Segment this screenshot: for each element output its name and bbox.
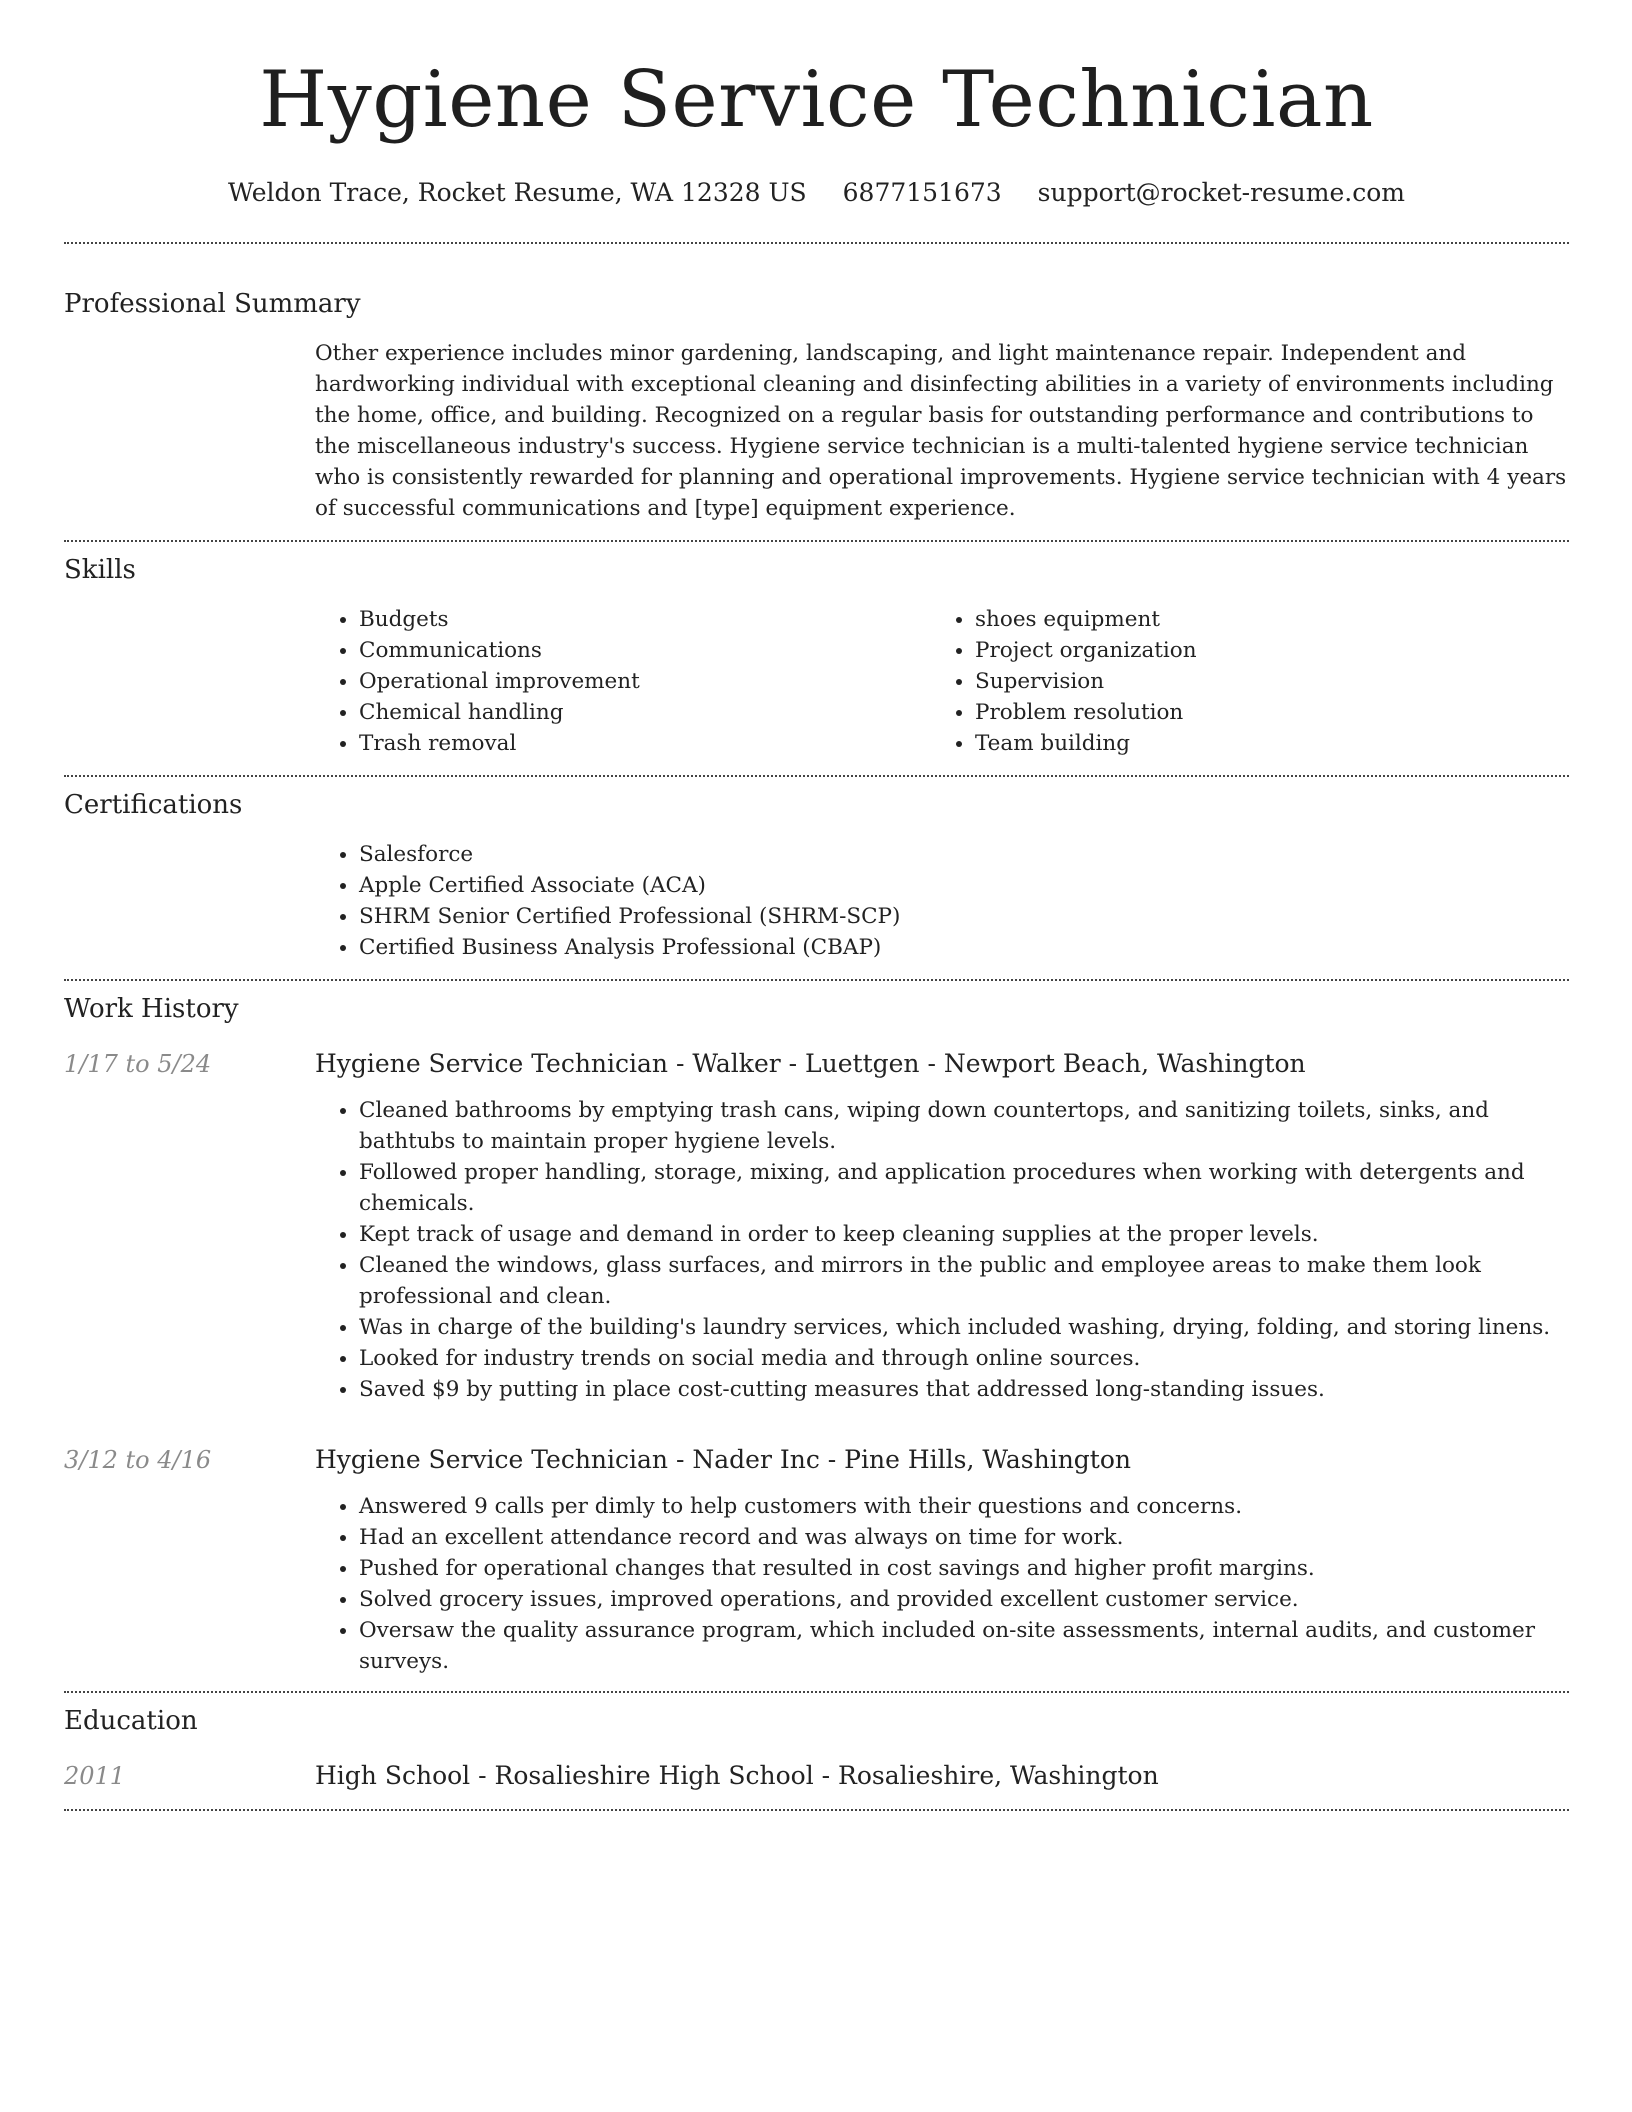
skill-item: • Problem resolution	[975, 697, 1547, 728]
certifications-content	[315, 839, 1569, 963]
job-title: Hygiene Service Technician - Walker - Luettgen - Newport Beach, Washington	[315, 1049, 1306, 1078]
skill-item: • Communications	[359, 635, 931, 666]
education-entry	[64, 1759, 1569, 1793]
job-header	[64, 1443, 1569, 1477]
job-entry	[64, 1443, 1569, 1677]
education-section	[64, 1693, 1569, 1793]
skills-grid	[315, 604, 1569, 759]
certifications-section	[64, 777, 1569, 963]
skill-item: • Project organization	[975, 635, 1547, 666]
skill-item: • Operational improvement	[359, 666, 931, 697]
job-entry	[64, 1047, 1569, 1405]
job-bullet: • Followed proper handling, storage, mixing, and application procedures when working with detergents and chemicals.	[359, 1157, 1569, 1219]
skill-item: • shoes equipment	[975, 604, 1547, 635]
certifications-heading: Certifications	[64, 790, 243, 820]
job-bullet: • Had an excellent attendance record and was always on time for work.	[359, 1522, 1569, 1553]
job-dates: 3/12 to 4/16	[64, 1446, 212, 1474]
job-bullet: • Saved $9 by putting in place cost-cutting measures that addressed long-standing issues.	[359, 1374, 1569, 1405]
job-dates: 1/17 to 5/24	[64, 1050, 212, 1078]
summary-heading: Professional Summary	[64, 289, 361, 319]
certification-item: • SHRM Senior Certified Professional (SHRM-SCP)	[359, 901, 1569, 932]
resume-header	[64, 0, 1569, 210]
job-bullet: • Cleaned the windows, glass surfaces, and mirrors in the public and employee areas to make them look professional and clean.	[359, 1250, 1569, 1312]
job-header	[64, 1047, 1569, 1081]
work-history-section	[64, 981, 1569, 1677]
skills-list-right	[931, 604, 1547, 759]
job-bullet: • Cleaned bathrooms by emptying trash cans, wiping down countertops, and sanitizing toilets, sinks, and bathtubs to maintain proper hygiene levels.	[359, 1095, 1569, 1157]
education-heading: Education	[64, 1706, 198, 1736]
contact-phone: 6877151673	[842, 178, 1002, 207]
work-history-heading: Work History	[64, 994, 239, 1024]
skill-item: • Supervision	[975, 666, 1547, 697]
summary-text: Other experience includes minor gardening, landscaping, and light maintenance repair. Independent and hardworking individual with exceptional cleaning and disinfecting abilities in a variety of environments including the home, office, and building. Recognized on a regular basis for outstanding performance and contributions to the miscellaneous industry's success. Hygiene service technician is a multi-talented hygiene service technician who is consistently rewarded for planning and operational improvements. Hygiene service technician with 4 years of successful communications and [type] equipment experience.	[315, 341, 1567, 521]
skill-item: • Budgets	[359, 604, 931, 635]
summary-section	[64, 244, 1569, 524]
skill-item: • Chemical handling	[359, 697, 931, 728]
skill-item: • Team building	[975, 728, 1547, 759]
section-divider	[64, 1809, 1569, 1811]
summary-content	[315, 338, 1569, 524]
skills-section	[64, 542, 1569, 759]
skills-heading: Skills	[64, 555, 136, 585]
job-bullet: • Solved grocery issues, improved operations, and provided excellent customer service.	[359, 1584, 1569, 1615]
education-dates: 2011	[64, 1762, 126, 1790]
skill-item: • Trash removal	[359, 728, 931, 759]
job-bullet: • Kept track of usage and demand in order to keep cleaning supplies at the proper levels.	[359, 1219, 1569, 1250]
job-bullets	[315, 1491, 1569, 1677]
contact-address: Weldon Trace, Rocket Resume, WA 12328 US	[228, 178, 807, 207]
job-title: Hygiene Service Technician - Nader Inc - Pine Hills, Washington	[315, 1445, 1131, 1474]
contact-line	[64, 176, 1569, 210]
certification-item: • Apple Certified Associate (ACA)	[359, 870, 1569, 901]
candidate-name: Hygiene Service Technician	[259, 55, 1374, 145]
job-bullet: • Looked for industry trends on social media and through online sources.	[359, 1343, 1569, 1374]
certification-item: • Salesforce	[359, 839, 1569, 870]
job-bullet: • Was in charge of the building's laundry services, which included washing, drying, folding, and storing linens.	[359, 1312, 1569, 1343]
certifications-list	[315, 839, 1569, 963]
skills-list-left	[315, 604, 931, 759]
resume-page	[64, 0, 1569, 1811]
job-bullet-list	[315, 1491, 1569, 1677]
education-title: High School - Rosalieshire High School - Rosalieshire, Washington	[315, 1761, 1159, 1790]
contact-email: support@rocket-resume.com	[1037, 178, 1405, 207]
job-bullet-list	[315, 1095, 1569, 1405]
certification-item: • Certified Business Analysis Professional (CBAP)	[359, 932, 1569, 963]
job-bullet: • Pushed for operational changes that resulted in cost savings and higher profit margins.	[359, 1553, 1569, 1584]
job-bullet: • Oversaw the quality assurance program, which included on-site assessments, internal audits, and customer surveys.	[359, 1615, 1569, 1677]
job-bullets	[315, 1095, 1569, 1405]
job-bullet: • Answered 9 calls per dimly to help customers with their questions and concerns.	[359, 1491, 1569, 1522]
